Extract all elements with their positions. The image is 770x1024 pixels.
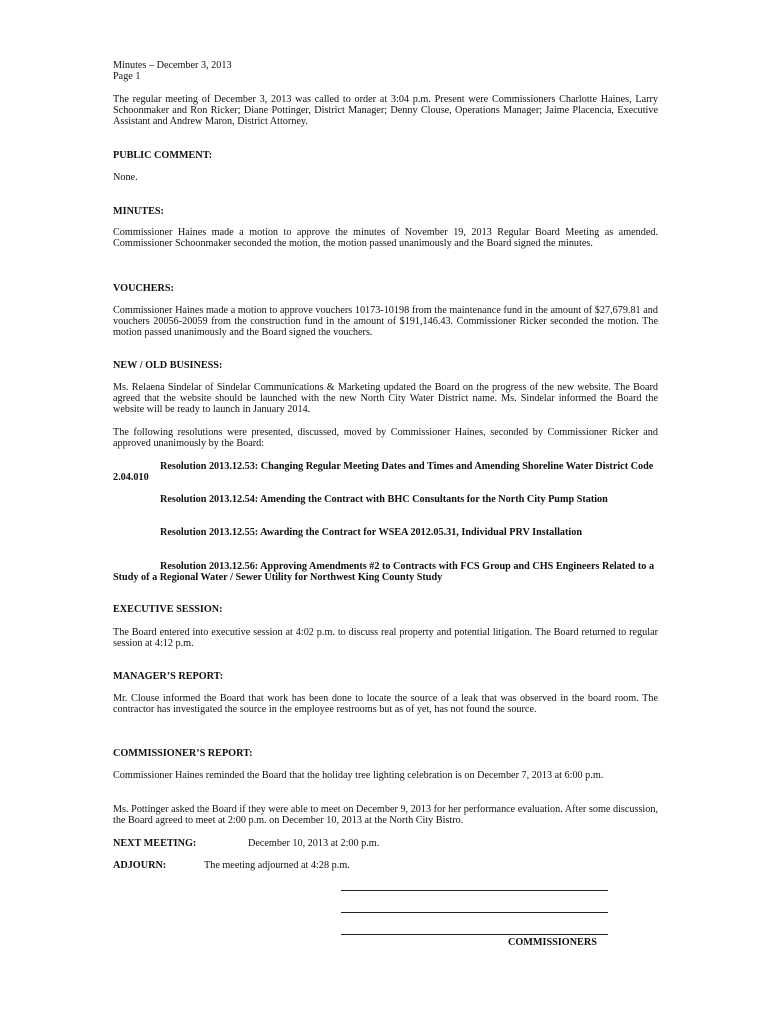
minutes-body: Commissioner Haines made a motion to approve the minutes of November 19, 2013 Regular Board Meeting as amended. Commissioner Schoonmaker seconded the motion, the motion passed unanimously and the Board signed the minutes. <box>113 227 658 250</box>
minutes-heading: MINUTES: <box>113 206 164 217</box>
next-meeting-label: NEXT MEETING: <box>113 838 197 849</box>
signature-line-2 <box>341 912 608 913</box>
business-paragraph-2: The following resolutions were presented, discussed, moved by Commissioner Haines, seconded by Commissioner Ricker and approved unanimously by the Board: <box>113 427 658 450</box>
business-paragraph-1: Ms. Relaena Sindelar of Sindelar Communications & Marketing updated the Board on the progress of the new website. The Board agreed that the website should be launched with the new North City Water District name. Ms. Sindelar informed the Board the website will be ready to launch in January 2014. <box>113 382 658 416</box>
vouchers-body: Commissioner Haines made a motion to approve vouchers 10173-10198 from the maintenance fund in the amount of $27,679.81 and vouchers 20056-20059 from the construction fund in the amount of $191,146.43. Commissioner Ricker seconded the motion. The motion passed unanimously and the Board signed the vouchers. <box>113 305 658 339</box>
adjourn-value: The meeting adjourned at 4:28 p.m. <box>204 860 350 871</box>
intro-paragraph: The regular meeting of December 3, 2013 was called to order at 3:04 p.m. Present were Commissioners Charlotte Haines, Larry Schoonmaker and Ron Ricker; Diane Pottinger, District Manager; Denny Clouse, Operations Manager; Jaime Placencia, Executive Assistant and Andrew Maron, District Attorney. <box>113 94 658 128</box>
commissioners-report-paragraph-1: Commissioner Haines reminded the Board that the holiday tree lighting celebration is on December 7, 2013 at 6:00 p.m. <box>113 770 604 781</box>
resolution-56: Resolution 2013.12.56: Approving Amendments #2 to Contracts with FCS Group and CHS Engineers Related to a Study of a Regional Water / Sewer Utility for Northwest King County Study <box>113 561 655 584</box>
public-comment-heading: PUBLIC COMMENT: <box>113 150 213 161</box>
header-title: Minutes – December 3, 2013 <box>113 60 232 71</box>
next-meeting-value: December 10, 2013 at 2:00 p.m. <box>248 838 380 849</box>
header-page-number: Page 1 <box>113 71 141 82</box>
adjourn-label: ADJOURN: <box>113 860 167 871</box>
public-comment-body: None. <box>113 172 138 183</box>
commissioners-report-paragraph-2: Ms. Pottinger asked the Board if they were able to meet on December 9, 2013 for her performance evaluation. After some discussion, the Board agreed to meet at 2:00 p.m. on December 10, 2013 at the North City Bistro. <box>113 804 658 827</box>
executive-session-heading: EXECUTIVE SESSION: <box>113 604 223 615</box>
signature-line-3 <box>341 934 608 935</box>
vouchers-heading: VOUCHERS: <box>113 283 174 294</box>
commissioners-caption: COMMISSIONERS <box>508 937 597 948</box>
business-heading: NEW / OLD BUSINESS: <box>113 360 223 371</box>
executive-session-body: The Board entered into executive session at 4:02 p.m. to discuss real property and potential litigation. The Board returned to regular session at 4:12 p.m. <box>113 627 658 650</box>
managers-report-heading: MANAGER’S REPORT: <box>113 671 224 682</box>
commissioners-report-heading: COMMISSIONER’S REPORT: <box>113 748 253 759</box>
resolution-53: Resolution 2013.12.53: Changing Regular Meeting Dates and Times and Amending Shoreline Water District Code 2.04.010 <box>113 461 654 484</box>
resolution-55: Resolution 2013.12.55: Awarding the Contract for WSEA 2012.05.31, Individual PRV Installation <box>160 527 582 538</box>
managers-report-body: Mr. Clouse informed the Board that work has been done to locate the source of a leak that was observed in the board room. The contractor has investigated the source in the employee restrooms but as of yet, has not found the source. <box>113 693 658 716</box>
resolution-54: Resolution 2013.12.54: Amending the Contract with BHC Consultants for the North City Pump Station <box>160 494 608 505</box>
signature-line-1 <box>341 890 608 891</box>
